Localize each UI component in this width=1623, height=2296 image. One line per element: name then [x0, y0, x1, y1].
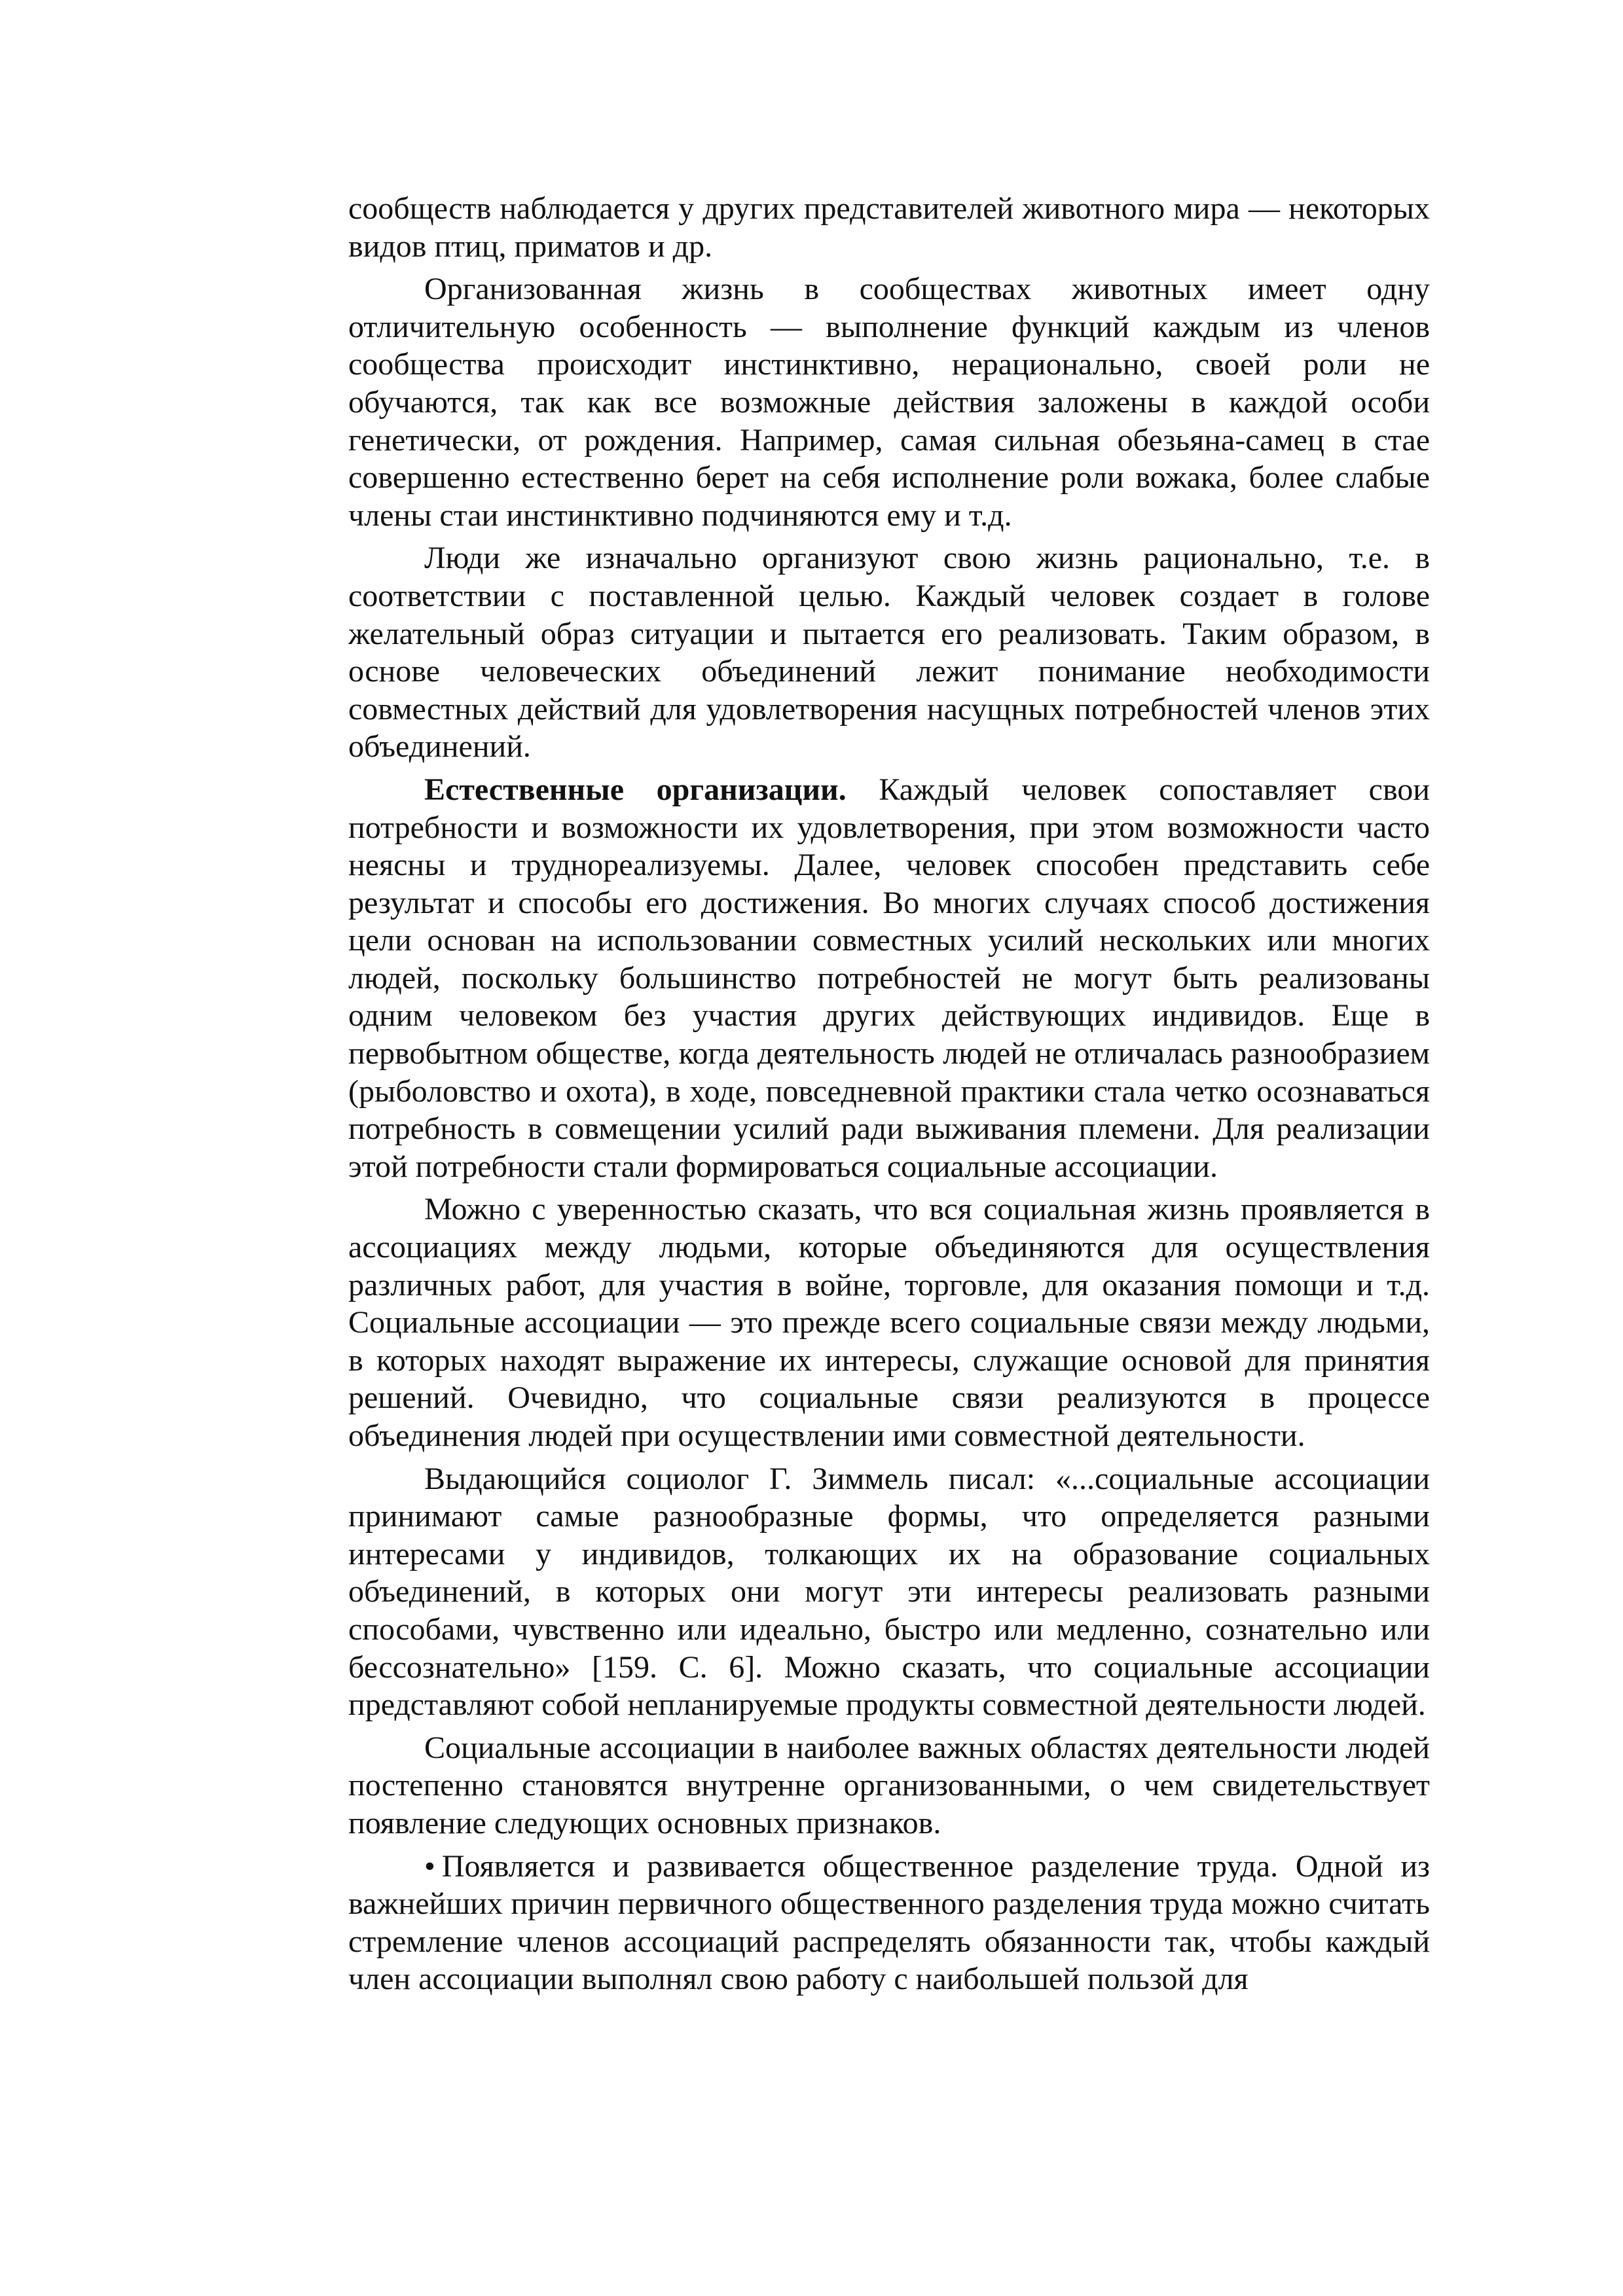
paragraph-text: Социальные ассоциации в наиболее важных областях деятельности людей постепенно становятся внутренне организованными, о чем свидетельствует появление следующих основных признаков.	[348, 1730, 1430, 1840]
paragraph-text: Люди же изначально организуют свою жизнь рационально, т.е. в соответствии с поставленной целью. Каждый человек создает в голове желательный образ ситуации и пытается его реализовать. Таким образом, в основе человеческих объединений лежит понимание необходимости совместных действий для удовлетворения насущных потребностей членов этих объединений.	[348, 541, 1430, 764]
paragraph-text: Каждый человек сопоставляет свои потребности и возможности их удовлетворения, при этом возможности часто неясны и труднореализуемы. Далее, человек способен представить себе результат и способы его достижения. Во многих случаях способ достижения цели основан на использовании совместных усилий нескольких или многих людей, поскольку большинство потребностей не могут быть реализованы одним человеком без участия других действующих индивидов. Еще в первобытном обществе, когда деятельность людей не отличалась разнообразием (рыболовство и охота), в ходе, повседневной практики стала четко осознаваться потребность в совмещении усилий ради выживания племени. Для реализации этой потребности стали формироваться социальные ассоциации.	[348, 772, 1430, 1184]
paragraph-text: Можно с уверенностью сказать, что вся социальная жизнь проявляется в ассоциациях между людьми, которые объединяются для осуществления различных работ, для участия в войне, торговле, для оказания помощи и т.д. Социальные ассоциации — это прежде всего социальные связи между людьми, в которых находят выражение их интересы, служащие основой для принятия решений. Очевидно, что социальные связи реализуются в процессе объединения людей при осуществлении ими совместной деятельности.	[348, 1192, 1430, 1453]
paragraph-simmel-quote	[348, 1460, 1430, 1724]
paragraph-text: Выдающийся социолог Г. Зиммель писал: «...социальные ассоциации принимают самые разнообразные формы, что определяется разными интересами у индивидов, толкающих их на образование социальных объединений, в которых они могут эти интересы реализовать разными способами, чувственно или идеально, быстро или медленно, сознательно или бессознательно» [159. С. 6]. Можно сказать, что социальные ассоциации представляют собой непланируемые продукты совместной деятельности людей.	[348, 1461, 1430, 1723]
bullet-icon: •	[424, 1848, 435, 1884]
paragraph-text: Организованная жизнь в сообществах животных имеет одну отличительную особенность — выполнение функций каждым из членов сообщества происходит инстинктивно, нерационально, своей роли не обучаются, так как все возможные действия заложены в каждой особи генетически, от рождения. Например, самая сильная обезьяна-самец в стае совершенно естественно берет на себя исполнение роли вожака, более слабые члены стаи инстинктивно подчиняются ему и т.д.	[348, 272, 1430, 533]
paragraph-animal-societies	[348, 270, 1430, 534]
paragraph-continued	[348, 190, 1430, 265]
paragraph-rational-organization	[348, 539, 1430, 766]
paragraph-text: Появляется и развивается общественное разделение труда. Одной из важнейших причин первичного общественного разделения труда можно считать стремление членов ассоциаций распределять обязанности так, чтобы каждый член ассоциации выполнял свою работу с наибольшей пользой для	[348, 1848, 1430, 1997]
paragraph-natural-organizations	[348, 771, 1430, 1186]
paragraph-lead-heading: Естественные организации.	[424, 772, 847, 807]
paragraph-bullet-division-of-labour	[348, 1848, 1430, 1998]
body-text	[348, 190, 1430, 1998]
paragraph-internal-organization	[348, 1729, 1430, 1842]
paragraph-text: сообществ наблюдается у других представителей животного мира — некоторых видов птиц, приматов и др.	[348, 191, 1430, 264]
paragraph-social-associations	[348, 1191, 1430, 1454]
